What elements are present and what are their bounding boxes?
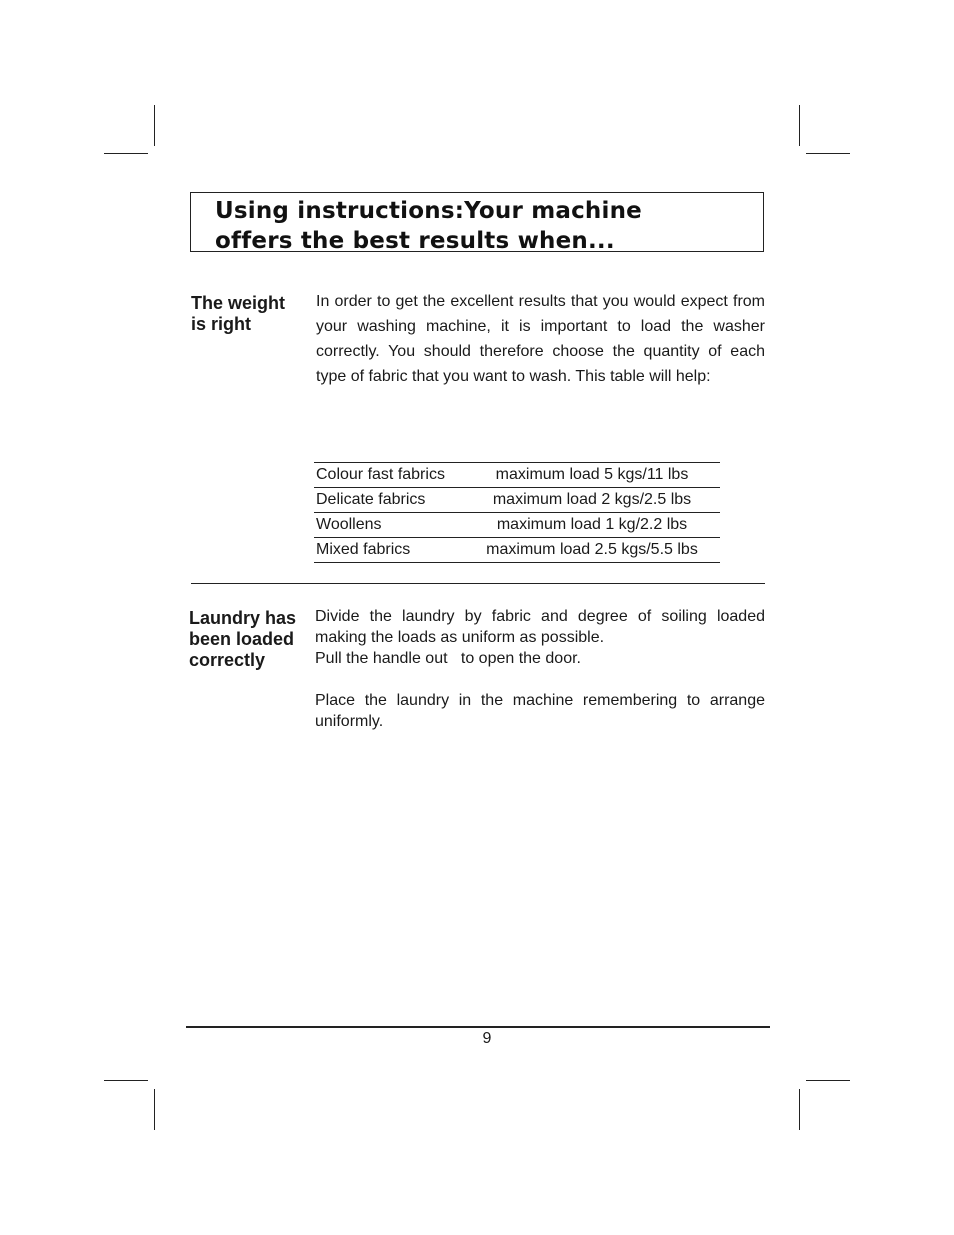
table-row: [314, 488, 720, 513]
footer-rule: [186, 1026, 770, 1028]
load-cell: maximum load 2 kgs/2.5 lbs: [492, 491, 692, 508]
page-number: 9: [482, 1030, 492, 1047]
loading-section-heading: [189, 608, 296, 671]
crop-mark-top-left-vertical: [154, 105, 155, 146]
load-cell: maximum load 2.5 kgs/5.5 lbs: [486, 541, 698, 558]
load-cell: maximum load 5 kgs/11 lbs: [495, 466, 689, 483]
section-divider: [191, 583, 765, 584]
load-cell: maximum load 1 kg/2.2 lbs: [496, 516, 688, 533]
load-table: [314, 462, 720, 563]
crop-mark-bottom-right-horizontal: [806, 1080, 850, 1081]
table-row: [314, 463, 720, 488]
loading-heading-line-1: Laundry has: [189, 608, 297, 628]
paragraph-gap: [315, 669, 765, 690]
loading-body-line-2: Pull the handle out to open the door.: [315, 650, 581, 667]
page-title-line-1: Using instructions:Your machine: [215, 198, 642, 224]
crop-mark-top-right-horizontal: [806, 153, 850, 154]
loading-body-line-3: Place the laundry in the machine remembering to arrange uniformly.: [315, 692, 765, 730]
weight-section-body: In order to get the excellent results that you would expect from your washing machine, it is important to load the washer correctly. You should therefore choose the quantity of each type of fabric that you want to wash. This table will help:: [316, 293, 765, 385]
loading-body-line-1: Divide the laundry by fabric and degree of soiling loaded making the loads as uniform as possible.: [315, 608, 765, 646]
weight-heading-line-1: The weight: [191, 293, 285, 313]
table-row: [314, 538, 720, 563]
page-title: [215, 196, 735, 256]
loading-heading-line-3: correctly: [189, 650, 266, 670]
loading-section-body: [315, 606, 765, 732]
table-row: [314, 513, 720, 538]
crop-mark-top-right-vertical: [799, 105, 800, 146]
crop-mark-top-left-horizontal: [104, 153, 148, 154]
page-title-line-2: offers the best results when...: [215, 228, 615, 254]
crop-mark-bottom-left-horizontal: [104, 1080, 148, 1081]
fabric-cell: Colour fast fabrics: [316, 466, 445, 483]
weight-section-heading: [191, 293, 285, 335]
loading-heading-line-2: been loaded: [189, 629, 295, 649]
page-title-box: [190, 192, 764, 252]
fabric-cell: Woollens: [316, 516, 382, 533]
crop-mark-bottom-right-vertical: [799, 1089, 800, 1130]
fabric-cell: Delicate fabrics: [316, 491, 426, 508]
fabric-cell: Mixed fabrics: [316, 541, 411, 558]
weight-heading-line-2: is right: [191, 314, 252, 334]
crop-mark-bottom-left-vertical: [154, 1089, 155, 1130]
